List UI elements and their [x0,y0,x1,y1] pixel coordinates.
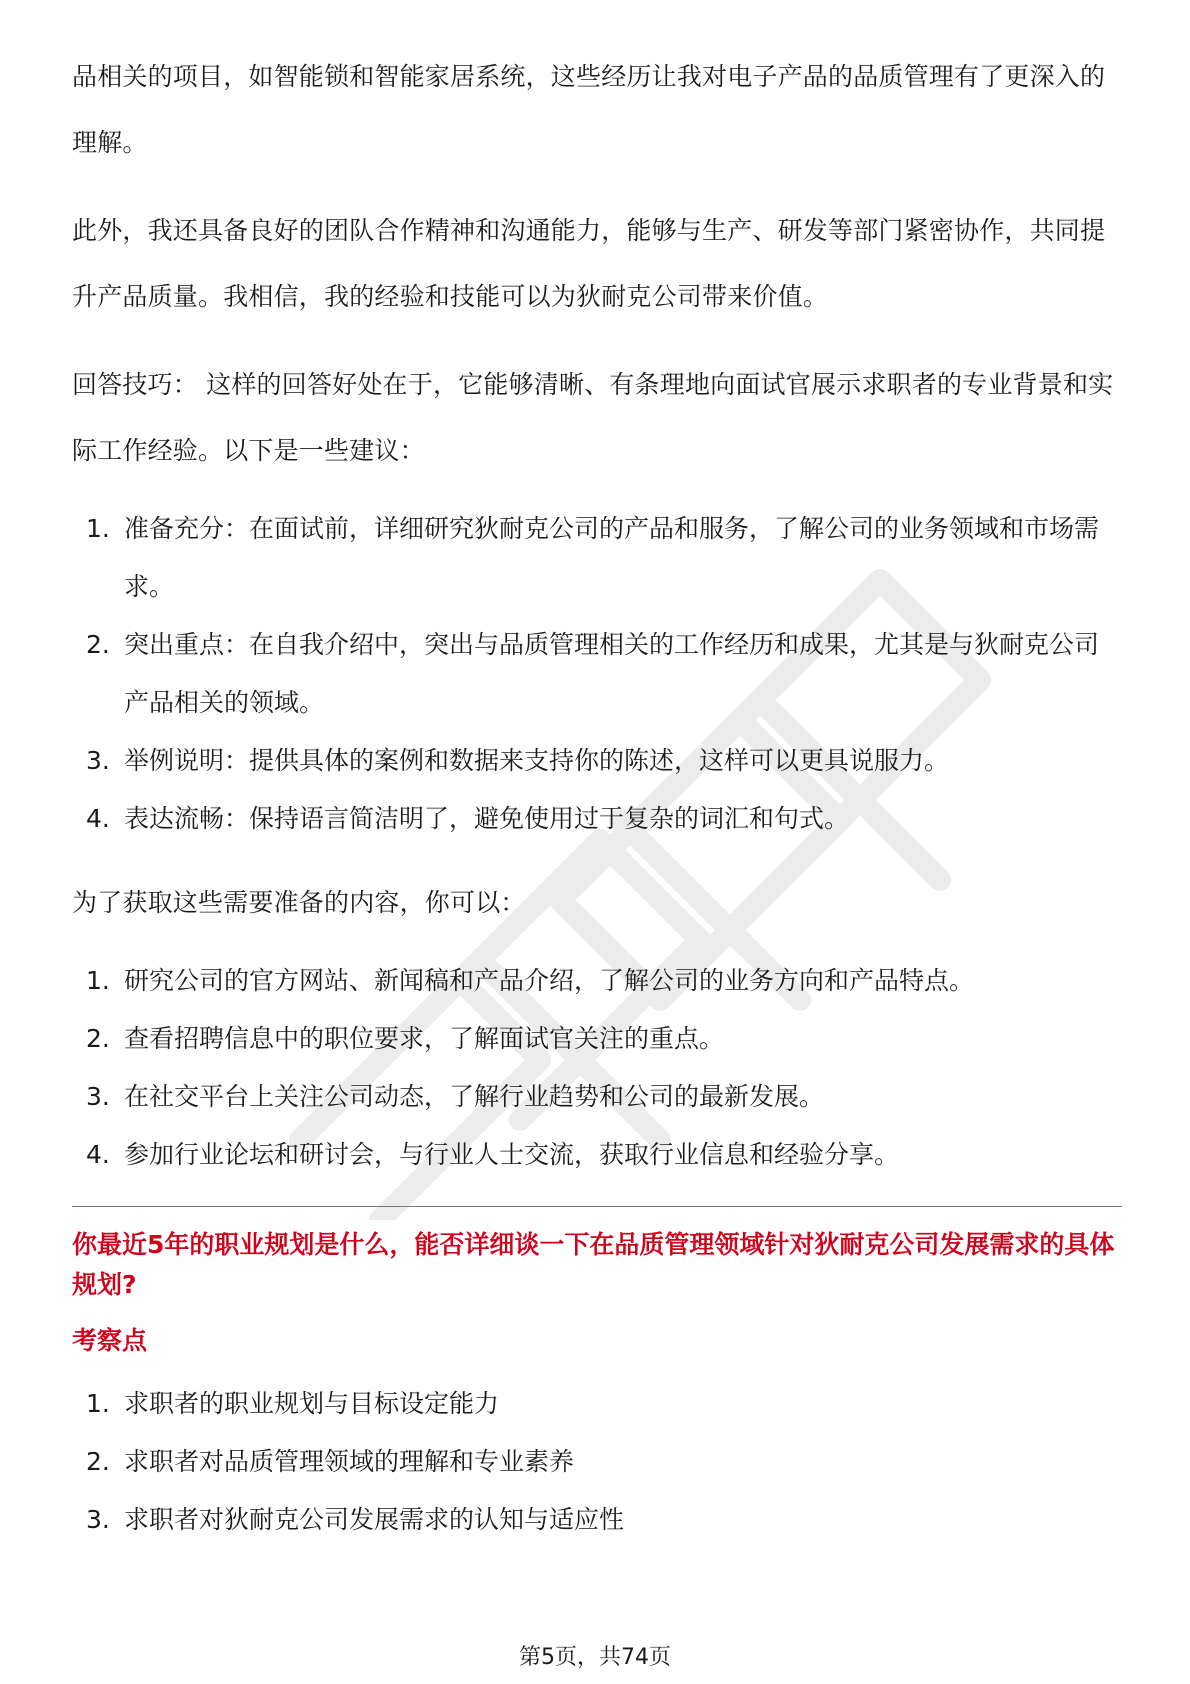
list-item [72,732,1122,790]
list-text: 查看招聘信息中的职位要求，了解面试官关注的重点。 [124,1024,725,1053]
list-item [72,952,1122,1010]
paragraph-teamwork: 此外，我还具备良好的团队合作精神和沟通能力，能够与生产、研发等部门紧密协作，共同提升产品质量。我相信，我的经验和技能可以为狄耐克公司带来价值。 [72,216,1106,311]
list-number: 4. [86,804,110,833]
content-column [72,44,1122,1549]
assessment-points-list [72,1375,1122,1549]
list-number: 1. [86,966,110,995]
list-text: 求职者对狄耐克公司发展需求的认知与适应性 [124,1505,625,1534]
list-text: 准备充分：在面试前，详细研究狄耐克公司的产品和服务，了解公司的业务领域和市场需求。 [124,514,1100,601]
section-divider [72,1206,1122,1207]
list-text: 举例说明：提供具体的案例和数据来支持你的陈述，这样可以更具说服力。 [124,746,950,775]
list-text: 突出重点：在自我介绍中，突出与品质管理相关的工作经历和成果，尤其是与狄耐克公司产品相关的领域。 [124,630,1100,717]
list-item [72,790,1122,848]
list-number: 2. [86,1447,110,1476]
list-item [72,1068,1122,1126]
list-number: 2. [86,630,110,659]
list-number: 3. [86,1505,110,1534]
list-item [72,1126,1122,1184]
prep-list [72,952,1122,1184]
list-number: 1. [86,514,110,543]
list-text: 研究公司的官方网站、新闻稿和产品介绍，了解公司的业务方向和产品特点。 [124,966,975,995]
list-number: 4. [86,1140,110,1169]
list-text: 在社交平台上关注公司动态，了解行业趋势和公司的最新发展。 [124,1082,825,1111]
list-item [72,1433,1122,1491]
list-text: 求职者对品质管理领域的理解和专业素养 [124,1447,575,1476]
list-number: 2. [86,1024,110,1053]
list-number: 3. [86,746,110,775]
list-item [72,500,1122,616]
paragraph-answer-tips: 回答技巧： 这样的回答好处在于，它能够清晰、有条理地向面试官展示求职者的专业背景和实际工作经验。以下是一些建议： [72,370,1114,465]
list-item [72,1010,1122,1068]
list-text: 表达流畅：保持语言简洁明了，避免使用过于复杂的词汇和句式。 [124,804,850,833]
list-item [72,1375,1122,1433]
page-number-footer: 第5页，共74页 [519,1645,671,1670]
list-text: 求职者的职业规划与目标设定能力 [124,1389,500,1418]
list-text: 参加行业论坛和研讨会，与行业人士交流，获取行业信息和经验分享。 [124,1140,900,1169]
list-item [72,616,1122,732]
assessment-points-heading: 考察点 [72,1326,148,1355]
interview-question-heading: 你最近5年的职业规划是什么，能否详细谈一下在品质管理领域针对狄耐克公司发展需求的具体规划? [72,1230,1115,1299]
paragraph-prep-intro: 为了获取这些需要准备的内容，你可以： [72,888,526,917]
paragraph-project-experience: 品相关的项目，如智能锁和智能家居系统，这些经历让我对电子产品的品质管理有了更深入的理解。 [72,62,1106,157]
list-item [72,1491,1122,1549]
list-number: 3. [86,1082,110,1111]
tips-list [72,500,1122,848]
list-number: 1. [86,1389,110,1418]
